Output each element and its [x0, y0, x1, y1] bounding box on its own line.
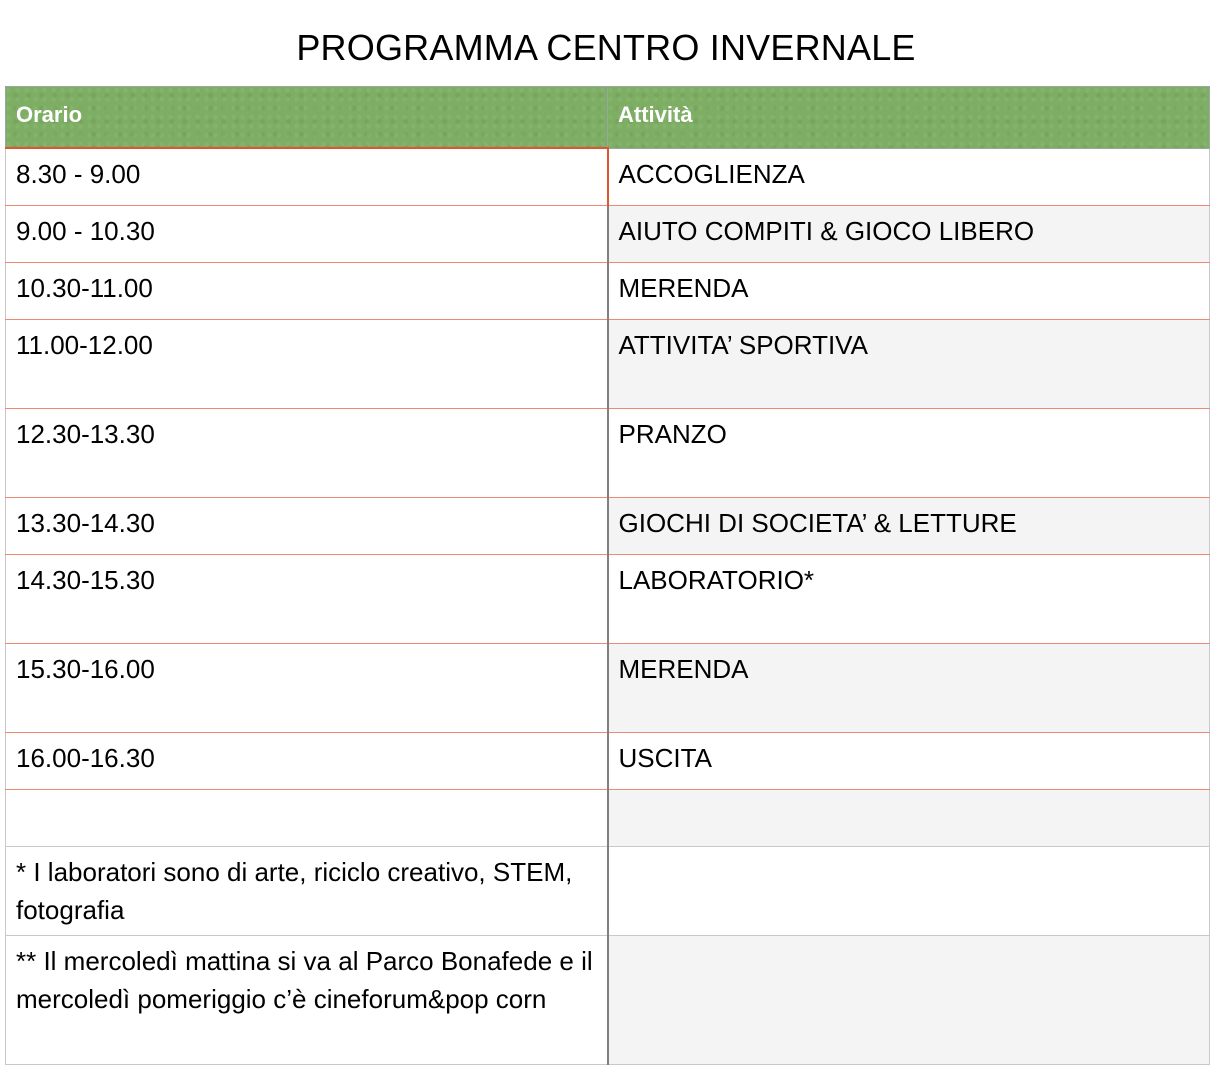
empty-cell [6, 790, 608, 847]
wednesday-note: ** Il mercoledì mattina si va al Parco Bonafede e il mercoledì pomeriggio c’è cineforum&pop corn [6, 936, 608, 1065]
column-header-activity: Attività [608, 87, 1210, 149]
page-title: PROGRAMMA CENTRO INVERNALE [296, 27, 916, 68]
activity-cell: USCITA [608, 733, 1210, 790]
table-row [6, 555, 1210, 644]
note-row-lab [6, 847, 1210, 936]
time-cell: 8.30 - 9.00 [6, 148, 608, 206]
table-row [6, 498, 1210, 555]
table-header-row [6, 87, 1210, 149]
time-cell: 9.00 - 10.30 [6, 206, 608, 263]
table-row [6, 733, 1210, 790]
activity-cell: MERENDA [608, 644, 1210, 733]
activity-cell: AIUTO COMPITI & GIOCO LIBERO [608, 206, 1210, 263]
activity-cell: MERENDA [608, 263, 1210, 320]
activity-cell: ACCOGLIENZA [608, 148, 1210, 206]
time-cell: 11.00-12.00 [6, 320, 608, 409]
time-cell: 13.30-14.30 [6, 498, 608, 555]
time-cell: 12.30-13.30 [6, 409, 608, 498]
table-row [6, 320, 1210, 409]
table-row [6, 206, 1210, 263]
note-row-wednesday [6, 936, 1210, 1065]
table-row [6, 148, 1210, 206]
column-header-time: Orario [6, 87, 608, 149]
table-row [6, 644, 1210, 733]
empty-cell [608, 936, 1210, 1065]
empty-row [6, 790, 1210, 847]
lab-note: * I laboratori sono di arte, riciclo creativo, STEM, fotografia [6, 847, 608, 936]
time-cell: 10.30-11.00 [6, 263, 608, 320]
empty-cell [608, 790, 1210, 847]
activity-cell: LABORATORIO* [608, 555, 1210, 644]
time-cell: 16.00-16.30 [6, 733, 608, 790]
activity-cell: ATTIVITA’ SPORTIVA [608, 320, 1210, 409]
activity-cell: GIOCHI DI SOCIETA’ & LETTURE [608, 498, 1210, 555]
time-cell: 14.30-15.30 [6, 555, 608, 644]
empty-cell [608, 847, 1210, 936]
table-row [6, 263, 1210, 320]
schedule-table [5, 86, 1210, 1065]
activity-cell: PRANZO [608, 409, 1210, 498]
time-cell: 15.30-16.00 [6, 644, 608, 733]
table-row [6, 409, 1210, 498]
